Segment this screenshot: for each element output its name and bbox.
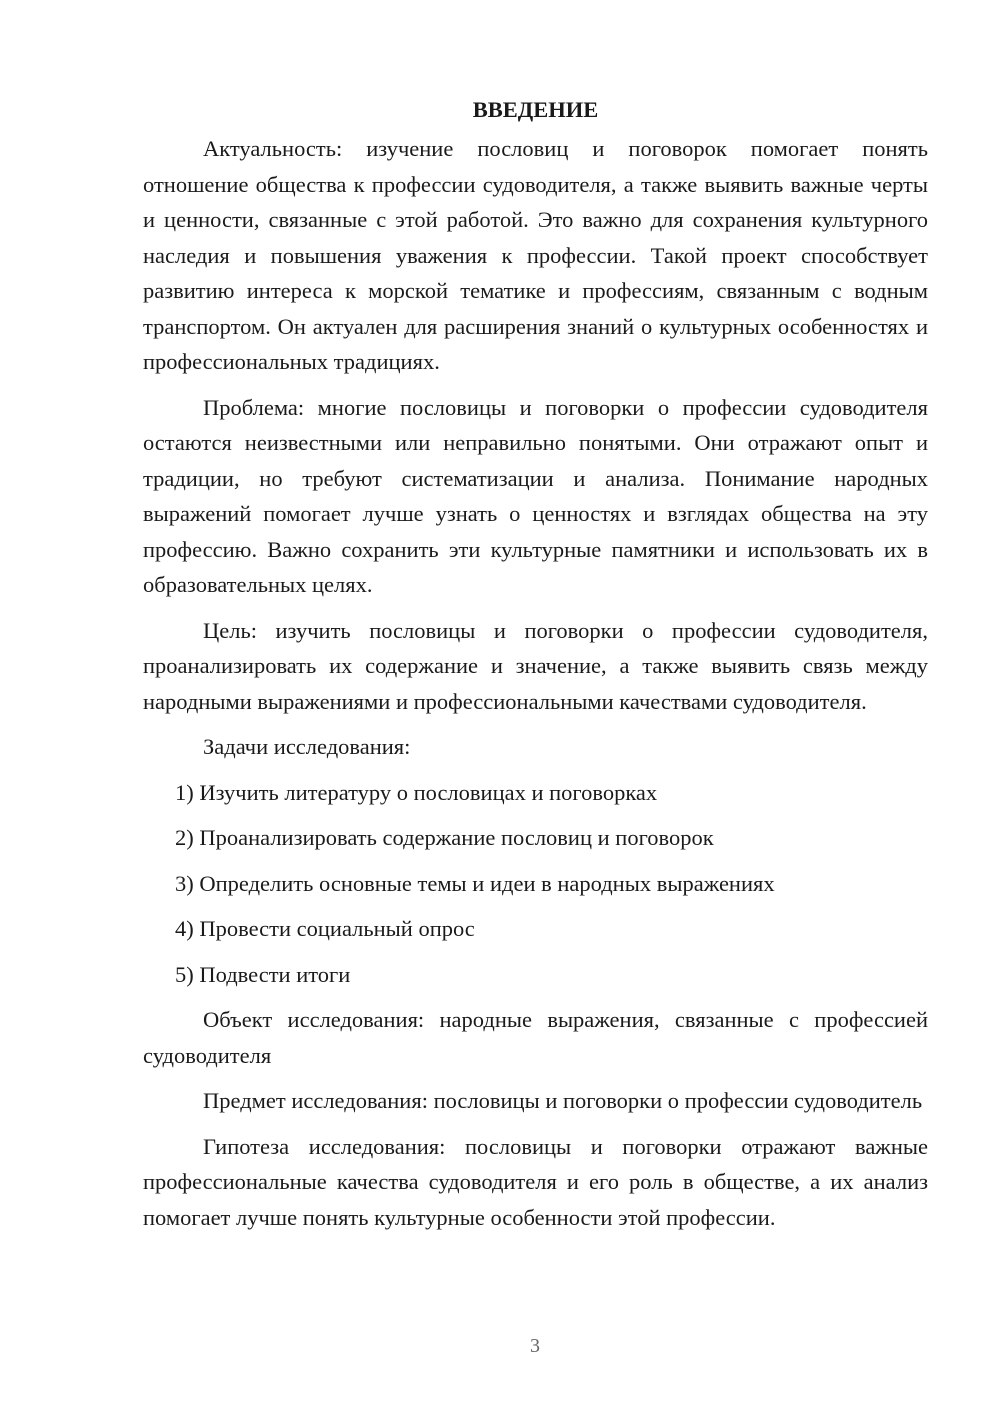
paragraph-relevance: Актуальность: изучение пословиц и поговорок помогает понять отношение общества к профессии судоводителя, а также выявить важные черты и ценности, связанные с этой работой. Это важно для сохранения культурного наследия и повышения уважения к профессии. Такой проект способствует развитию интереса к морской тематике и профессиям, связанным с водным транспортом. Он актуален для расширения знаний о культурных особенностях и профессиональных традициях. [143,136,928,374]
paragraph-goal: Цель: изучить пословицы и поговорки о профессии судоводителя, проанализировать их содержание и значение, а также выявить связь между народными выражениями и профессиональными качествами судоводителя. [143,617,928,714]
list-item: 4) Провести социальный опрос [175,916,475,941]
tasks-heading: Задачи исследования: [203,734,411,759]
paragraph-hypothesis: Гипотеза исследования: пословицы и поговорки отражают важные профессиональные качества судоводителя и его роль в обществе, а их анализ помогает лучше понять культурные особенности этой профессии. [143,1133,928,1230]
list-item: 5) Подвести итоги [175,961,351,987]
list-item: 3) Определить основные темы и идеи в народных выражениях [175,870,775,896]
paragraph-problem: Проблема: многие пословицы и поговорки о профессии судоводителя остаются неизвестными или неправильно понятыми. Они отражают опыт и традиции, но требуют систематизации и анализа. Понимание народных выражений помогает лучше узнать о ценностях и взглядах общества на эту профессию. Важно сохранить эти культурные памятники и использовать их в образовательных целях. [143,394,928,597]
document-page [143,92,928,1235]
paragraph-subject: Предмет исследования: пословицы и поговорки о профессии судоводитель [203,1088,923,1113]
tasks-list [143,775,928,993]
list-item: 1) Изучить литературу о пословицах и поговорках [175,779,658,805]
page-number: 3 [530,1335,540,1357]
list-item: 2) Проанализировать содержание пословиц и поговорок [175,825,714,850]
paragraph-object: Объект исследования: народные выражения, связанные с профессией судоводителя [143,1007,928,1068]
page-title: ВВЕДЕНИЕ [472,97,599,122]
